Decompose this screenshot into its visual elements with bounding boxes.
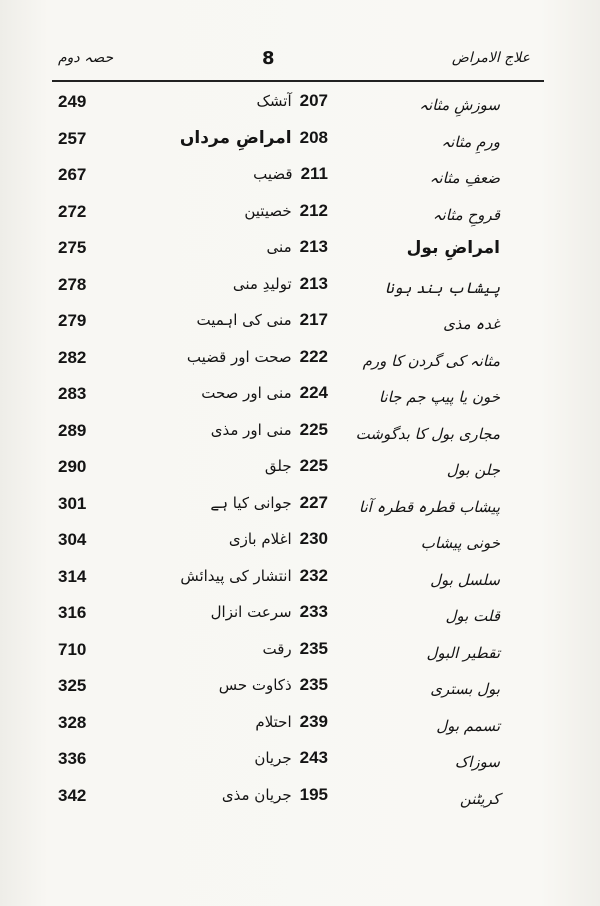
toc-page-number: 272 <box>58 201 87 221</box>
toc-right-entry: قلت بول <box>445 607 500 625</box>
toc-page-number: 314 <box>58 566 87 586</box>
toc-right-entry: سوزشِ مثانہ <box>419 96 500 114</box>
toc-right-entry: غدہ مذی <box>443 315 500 333</box>
toc-middle-title: رقت <box>262 639 292 658</box>
toc-row <box>0 634 600 671</box>
toc-middle-number: 225 <box>299 419 328 439</box>
toc-middle-title: منی اور صحت <box>201 384 292 402</box>
toc-middle-number: 235 <box>299 675 328 694</box>
toc-middle-number: 230 <box>299 529 328 548</box>
toc-row <box>0 196 600 233</box>
toc-middle-number: 207 <box>299 91 328 110</box>
toc-right-entry: بول بستری <box>430 680 500 698</box>
toc-right-entry: امراضِ بول <box>406 238 500 258</box>
toc-middle-title: جلق <box>264 457 292 475</box>
toc-row <box>0 707 600 744</box>
toc-middle-number: 227 <box>299 492 328 512</box>
toc-middle-title: منی اور مذی <box>210 420 292 439</box>
toc-middle-number: 211 <box>300 164 328 183</box>
header-section-label: حصہ دوم <box>58 50 114 66</box>
toc-middle-entry <box>150 91 328 111</box>
toc-middle-entry <box>150 420 328 440</box>
toc-middle-entry <box>150 639 328 659</box>
toc-page-number: 290 <box>58 457 87 476</box>
toc-right-entry: پیشاب بند ہونا <box>384 278 500 297</box>
toc-row <box>0 561 600 598</box>
toc-right-entry: ورمِ مثانہ <box>441 132 500 151</box>
toc-row <box>0 378 600 415</box>
toc-page-number: 267 <box>58 165 87 184</box>
toc-right-entry: ضعفِ مثانہ <box>429 169 500 187</box>
toc-page-number: 316 <box>58 603 87 622</box>
toc-middle-entry <box>150 164 328 184</box>
toc-page-number: 325 <box>58 676 87 695</box>
toc-page-number: 282 <box>58 347 87 367</box>
table-of-contents <box>0 86 600 816</box>
toc-middle-number: 212 <box>299 200 328 220</box>
toc-middle-number: 243 <box>299 748 328 767</box>
toc-middle-title: خصیتین <box>244 201 292 220</box>
toc-page-number: 278 <box>58 274 87 294</box>
toc-middle-title: جریان مذی <box>221 785 292 804</box>
toc-middle-number: 235 <box>299 638 328 658</box>
toc-middle-number: 208 <box>299 127 328 147</box>
toc-middle-title: جوانی کیا ہے <box>210 493 292 512</box>
toc-page-number: 257 <box>58 128 87 148</box>
toc-page-number: 275 <box>58 238 87 257</box>
header-book-title: علاج الامراض <box>451 50 530 66</box>
toc-middle-entry <box>150 383 328 403</box>
toc-middle-number: 213 <box>299 273 328 293</box>
toc-right-entry: خونی پیشاب <box>420 534 500 552</box>
toc-right-entry: تسمم بول <box>436 716 500 735</box>
toc-page-number: 328 <box>58 712 87 732</box>
toc-row <box>0 451 600 488</box>
header-rule <box>52 80 544 82</box>
toc-page-number: 249 <box>58 92 87 111</box>
toc-row <box>0 743 600 780</box>
toc-middle-title: سرعت انزال <box>210 603 292 621</box>
toc-right-entry: قروحِ مثانہ <box>432 205 500 224</box>
toc-middle-entry <box>150 128 328 148</box>
toc-middle-title: منی <box>266 238 292 256</box>
toc-middle-entry <box>150 347 328 367</box>
toc-row <box>0 342 600 379</box>
toc-middle-title: ذکاوت حس <box>218 676 292 694</box>
toc-row <box>0 232 600 269</box>
toc-right-entry: سوزاک <box>454 753 500 771</box>
header-page-number: 8 <box>262 48 275 69</box>
toc-right-entry: پیشاب قطرہ قطرہ آنا <box>358 497 500 516</box>
toc-right-entry: تقطیر البول <box>426 643 500 662</box>
toc-middle-entry <box>150 602 328 622</box>
toc-row <box>0 159 600 196</box>
toc-middle-title: انتشار کی پیدائش <box>180 566 292 585</box>
toc-right-entry: خون یا پیپ جم جانا <box>378 388 500 406</box>
toc-middle-number: 195 <box>299 784 328 804</box>
toc-middle-title: تولیدِ منی <box>232 274 292 293</box>
toc-row <box>0 269 600 306</box>
toc-page-number: 342 <box>58 785 87 805</box>
toc-middle-entry <box>150 566 328 586</box>
toc-middle-entry <box>150 712 328 732</box>
toc-middle-title: جریان <box>254 749 292 767</box>
toc-middle-number: 232 <box>299 565 328 585</box>
toc-row <box>0 670 600 707</box>
toc-middle-entry <box>150 201 328 221</box>
toc-row <box>0 123 600 160</box>
toc-right-entry: مجاری بول کا بدگوشت <box>355 424 500 443</box>
toc-middle-number: 217 <box>299 310 328 329</box>
toc-middle-entry <box>150 785 328 805</box>
toc-row <box>0 780 600 817</box>
toc-middle-title: قضیب <box>253 165 293 183</box>
toc-middle-number: 239 <box>299 711 328 731</box>
toc-row <box>0 524 600 561</box>
toc-row <box>0 597 600 634</box>
toc-row <box>0 305 600 342</box>
toc-middle-title: صحت اور قضیب <box>186 347 292 366</box>
toc-row <box>0 488 600 525</box>
toc-middle-entry <box>150 310 328 330</box>
toc-middle-number: 225 <box>299 456 328 475</box>
toc-middle-title: آتشک <box>256 92 292 110</box>
toc-page-number: 289 <box>58 420 87 440</box>
toc-page-number: 710 <box>58 639 87 659</box>
toc-right-entry: کریٹنن <box>459 789 500 808</box>
toc-middle-number: 224 <box>299 383 328 402</box>
toc-middle-title: امراضِ مرداں <box>179 127 292 148</box>
toc-middle-entry <box>150 237 328 257</box>
toc-middle-entry <box>150 274 328 294</box>
toc-page-number: 283 <box>58 384 87 403</box>
toc-row <box>0 415 600 452</box>
toc-right-entry: سلسل بول <box>430 570 500 589</box>
toc-middle-number: 222 <box>299 346 328 366</box>
toc-page-number: 336 <box>58 749 87 768</box>
toc-middle-number: 213 <box>299 237 328 256</box>
toc-middle-title: اغلام بازی <box>228 530 292 548</box>
toc-middle-title: احتلام <box>255 712 292 731</box>
toc-right-entry: جلن بول <box>446 461 500 479</box>
toc-middle-entry <box>150 675 328 695</box>
toc-middle-entry <box>150 493 328 513</box>
toc-row <box>0 86 600 123</box>
toc-middle-entry <box>150 529 328 549</box>
toc-middle-number: 233 <box>299 602 328 621</box>
toc-page-number: 304 <box>58 530 87 549</box>
toc-right-entry: مثانہ کی گردن کا ورم <box>362 351 500 370</box>
toc-middle-entry <box>150 748 328 768</box>
toc-page-number: 279 <box>58 311 87 330</box>
toc-middle-title: منی کی اہمیت <box>196 311 292 329</box>
toc-middle-entry <box>150 456 328 476</box>
toc-page-number: 301 <box>58 493 87 513</box>
